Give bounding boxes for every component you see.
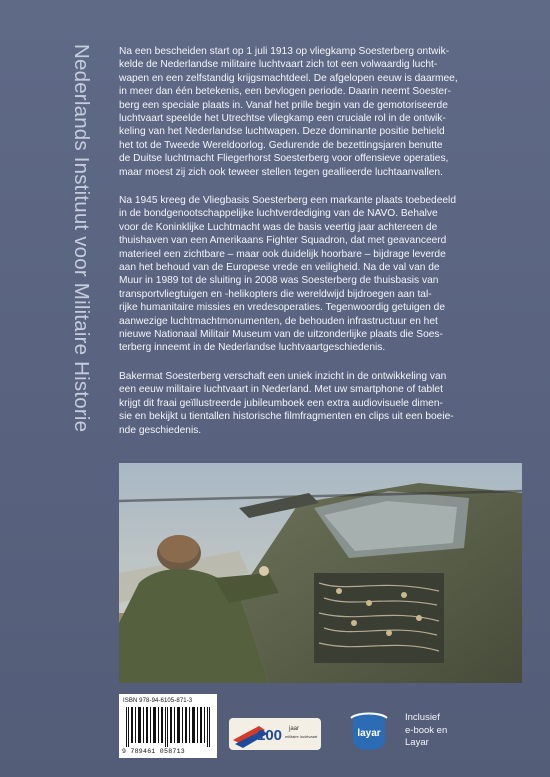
text-line: wapen en een zelfstandig krijgsmachtdeel. De afgelopen eeuw is daarmee, [119,72,458,84]
layar-logo-text: layar [357,728,381,739]
text-line: berg een speciale plaats in. Vanaf het prille begin van de gemotoriseerde [119,99,448,111]
text-line: thuishaven van een Amerikaans Fighter Squadron, dat met geavanceerd [119,235,447,247]
helicopter-illustration [119,463,522,683]
blurb-paragraph-2 [119,194,521,355]
layar-logo-icon [347,710,391,752]
100-jaar-luchtvaart-logo [229,718,321,750]
blurb-paragraph-1 [119,45,521,179]
bottom-info-strip [119,686,522,777]
text-line: nieuwe Nationaal Militair Museum van de uitzonderlijke plaats die Soes- [119,329,443,341]
text-line: aanwezige luchtmachtmonumenten, de behouden infrastructuur en het [119,315,438,327]
layar-line-3: Layar [405,737,429,748]
text-line: de Duitse luchtmacht Fliegerhorst Soesterberg voor offensieve operaties, [119,153,449,165]
vertical-publisher-title [63,44,103,544]
isbn-label: ISBN 978-94-6105-871-3 [123,698,193,704]
text-line: voor de Koninklijke Luchtmacht was de basis veertig jaar achtereen de [119,221,438,233]
text-line: luchtvaart speelde het Utrechtse vliegkamp een cruciale rol in de ontwik- [119,113,446,125]
text-line: transportvliegtuigen en -helikopters die wereldwijd bijdroegen aan tal- [119,288,432,300]
text-line: keling van het Nederlandse luchtwapen. Deze dominante positie behield [119,126,445,138]
text-line: Na een bescheiden start op 1 juli 1913 op vliegkamp Soesterberg ontwik- [119,46,450,57]
logo-text-top: jaar [289,726,300,732]
layar-info [405,712,485,750]
text-line: kelde de Nederlandse militaire luchtvaart zich tot een volwaardig lucht- [119,59,438,71]
barcode-number: 9 789461 058713 [122,748,186,755]
text-line: het tot de Tweede Wereldoorlog. Gedurende de bezettingsjaren benutte [119,139,443,151]
publisher-title-text: Nederlands Instituut voor Militaire Historie [70,44,93,433]
helicopter-photo [119,463,522,683]
barcode-icon [124,707,212,747]
text-line: een eeuw militaire luchtvaart in Nederland. Met uw smartphone of tablet [119,384,443,396]
isbn-barcode [119,694,217,758]
text-line: in meer dan één betekenis, een bevlogen periode. Daarin neemt Soester- [119,86,451,98]
logo-text-bottom: militaire luchtvaart [285,734,318,739]
text-line: aan het behoud van de Europese vrede en veiligheid. Na de val van de [119,262,440,274]
text-line: Na 1945 kreeg de Vliegbasis Soesterberg een markante plaats toebedeeld [119,195,456,206]
text-line: Bakermat Soesterberg verschaft een uniek inzicht in de ontwikkeling van [119,371,447,382]
text-line: nde geschiedenis. [119,424,202,436]
layar-line-1: Inclusief [405,712,440,723]
text-line: materieel een zichtbare – maar ook duidelijk hoorbare – bijdrage leverde [119,248,446,260]
text-line: in de bondgenootschappelijke luchtverdediging van de NAVO. Behalve [119,208,438,220]
layar-line-2: e-book en [405,724,448,736]
logo-number: 100 [257,727,283,744]
text-line: terberg inneemt in de Nederlandse luchtvaartgeschiedenis. [119,342,386,354]
blurb-paragraph-3 [119,370,521,437]
text-line: krijgt dit fraai geïllustreerde jubileumboek een extra audiovisuele dimen- [119,397,443,409]
text-line: sie en bekijkt u tientallen historische filmfragmenten en clips uit een boeie- [119,411,454,423]
text-line: maar moest zij zich ook teweer stellen tegen geallieerde luchtaanvallen. [119,166,443,178]
text-line: Muur in 1989 tot de sluiting in 2008 was Soesterberg de thuisbasis van [119,275,439,287]
text-line: rijke humanitaire missies en vredesoperaties. Tegenwoordig getuigen de [119,302,445,314]
